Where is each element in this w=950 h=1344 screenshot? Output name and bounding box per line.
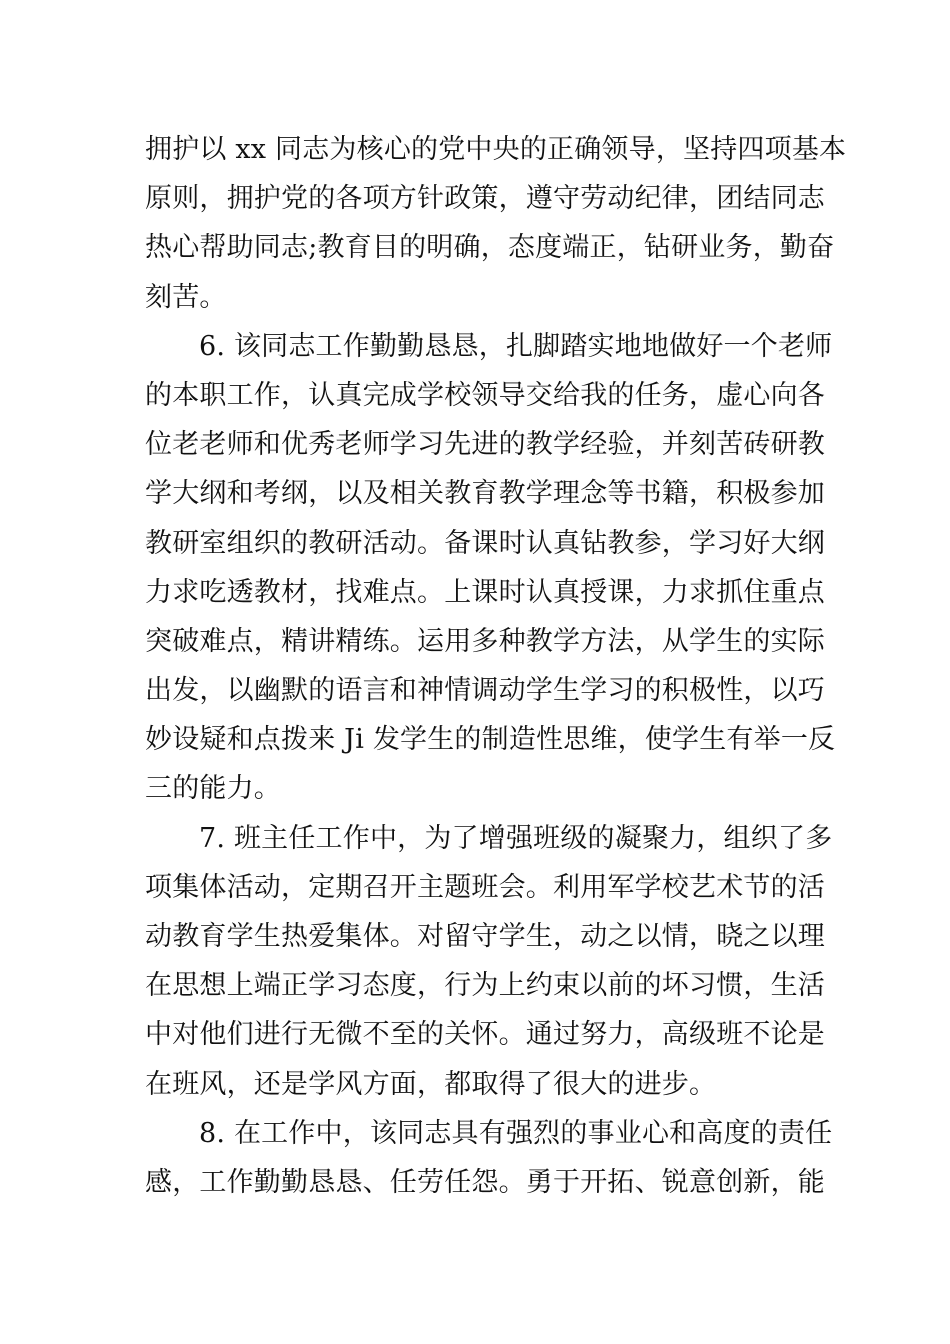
text-line: 原则，拥护党的各项方针政策，遵守劳动纪律，团结同志 xyxy=(145,183,825,215)
text-line: 的本职工作，认真完成学校领导交给我的任务，虚心向各 xyxy=(145,379,825,411)
text-line: 教研室组织的教研活动。备课时认真钻教参，学习好大纲 xyxy=(145,527,825,559)
document-body xyxy=(145,125,847,1207)
text-line: 中对他们进行无微不至的关怀。通过努力，高级班不论是 xyxy=(145,1019,825,1051)
text-line: 力求吃透教材，找难点。上课时认真授课，力求抓住重点 xyxy=(145,576,825,608)
text-line: 项集体活动，定期召开主题班会。利用军学校艺术节的活 xyxy=(145,871,825,903)
text-line: 位老老师和优秀老师学习先进的教学经验，并刻苦砖研教 xyxy=(145,429,825,461)
text-line: 7. 班主任工作中，为了增强班级的凝聚力，组织了多 xyxy=(199,822,833,854)
paragraph-item-6 xyxy=(145,322,836,814)
text-line: 突破难点，精讲精练。运用多种教学方法，从学生的实际 xyxy=(145,625,825,657)
text-line: 三的能力。 xyxy=(145,773,281,805)
paragraph-1 xyxy=(145,125,847,322)
text-line: 8. 在工作中，该同志具有强烈的事业心和高度的责任 xyxy=(199,1117,833,1149)
text-line: 在思想上端正学习态度，行为上约束以前的坏习惯，生活 xyxy=(145,970,825,1002)
text-line: 拥护以 xx 同志为核心的党中央的正确领导，坚持四项基本 xyxy=(145,134,847,165)
text-line: 6. 该同志工作勤勤恳恳，扎脚踏实地地做好一个老师 xyxy=(199,330,833,362)
text-line: 妙设疑和点拨来 Ji 发学生的制造性思维，使学生有举一反 xyxy=(145,724,836,756)
text-line: 在班风，还是学风方面，都取得了很大的进步。 xyxy=(145,1068,717,1100)
text-line: 热心帮助同志;教育目的明确，态度端正，钻研业务，勤奋 xyxy=(145,232,835,264)
text-line: 动教育学生热爱集体。对留守学生，动之以情，晓之以理 xyxy=(145,921,825,952)
text-line: 感，工作勤勤恳恳、任劳任怨。勇于开拓、锐意创新，能 xyxy=(145,1166,825,1198)
text-line: 刻苦。 xyxy=(145,281,227,313)
paragraph-item-7 xyxy=(145,814,833,1109)
text-line: 出发，以幽默的语言和神情调动学生学习的积极性，以巧 xyxy=(145,675,825,707)
text-line: 学大纲和考纲，以及相关教育教学理念等书籍，积极参加 xyxy=(145,478,825,510)
paragraph-item-8 xyxy=(145,1109,833,1207)
